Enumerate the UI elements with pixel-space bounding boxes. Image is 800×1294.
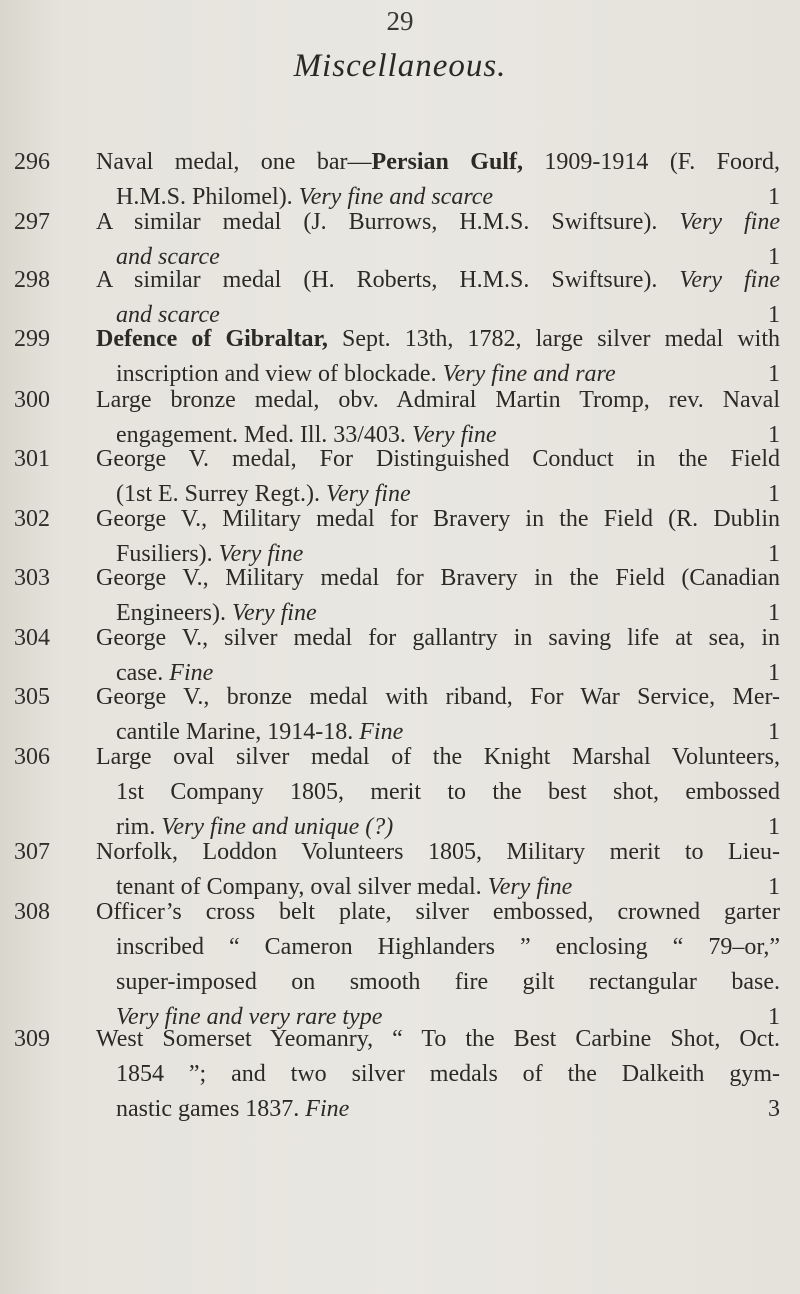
lot-quantity: 3 <box>768 1096 780 1122</box>
lot-number: 303 <box>14 565 50 591</box>
lot-description <box>96 740 780 845</box>
page-number: 29 <box>386 6 414 36</box>
description-text: rim. <box>116 814 156 840</box>
lot-quantity: 1 <box>768 184 780 210</box>
description-line: Large bronze medal, obv. Admiral Martin Tromp, rev. Naval <box>96 387 780 413</box>
lot-number: 296 <box>14 149 50 175</box>
description-line: Norfolk, Loddon Volunteers 1805, Military merit to Lieu- <box>96 839 780 865</box>
description-text: Engineers). <box>116 600 226 626</box>
lot-quantity: 1 <box>768 422 780 448</box>
lot-quantity: 1 <box>768 874 780 900</box>
description-line: Naval medal, one bar—Persian Gulf, 1909-1914 (F. Foord, <box>96 149 781 175</box>
lot-quantity: 1 <box>768 481 780 507</box>
lot-number: 305 <box>14 684 50 710</box>
condition-grade: Very fine <box>679 267 780 293</box>
lot-quantity: 1 <box>768 541 780 567</box>
description-text: engagement. Med. Ill. 33/403. <box>116 422 406 448</box>
lot-number: 299 <box>14 326 50 352</box>
description-text: H.M.S. Philomel). <box>116 184 293 210</box>
description-line: George V., Military medal for Bravery in the Field (R. Dublin <box>96 506 780 532</box>
description-text: inscription and view of blockade. <box>116 361 437 387</box>
lot-description <box>96 322 780 392</box>
lot-quantity: 1 <box>768 719 780 745</box>
description-line: George V., bronze medal with riband, For War Service, Mer- <box>96 684 780 710</box>
section-heading: Miscellaneous. <box>293 48 507 84</box>
condition-grade: Very fine <box>218 541 304 567</box>
condition-grade: Very fine <box>325 481 411 507</box>
description-text: Fusiliers). <box>116 541 213 567</box>
condition-grade: Very fine <box>411 422 497 448</box>
description-line: Defence of Gibraltar, Sept. 13th, 1782, large silver medal with <box>96 326 781 352</box>
lot-quantity: 1 <box>768 1004 780 1030</box>
condition-grade: Very fine and rare <box>442 361 616 387</box>
lot-number: 298 <box>14 267 50 293</box>
description-text: cantile Marine, 1914-18. <box>116 719 354 745</box>
description-line: inscribed “ Cameron Highlanders ” enclosing “ 79–or,” <box>116 934 780 960</box>
description-text: A similar medal (J. Burrows, H.M.S. Swiftsure). <box>96 209 658 235</box>
lot-number: 306 <box>14 744 50 770</box>
lot-quantity: 1 <box>768 600 780 626</box>
description-line: 1st Company 1805, merit to the best shot, embossed <box>116 779 780 805</box>
description-line: Large oval silver medal of the Knight Marshal Volunteers, <box>96 744 780 770</box>
lot-description <box>96 1022 780 1127</box>
condition-grade: Very fine <box>679 209 780 235</box>
condition-grade: Very fine <box>487 874 573 900</box>
description-text: nastic games 1837. <box>116 1096 300 1122</box>
bar-name: Persian Gulf, <box>371 149 523 175</box>
condition-grade: Very fine and unique (?) <box>161 814 394 840</box>
description-text: (1st E. Surrey Regt.). <box>116 481 320 507</box>
lot-quantity: 1 <box>768 361 780 387</box>
lot-number: 301 <box>14 446 50 472</box>
description-line: George V., silver medal for gallantry in saving life at sea, in <box>96 625 780 651</box>
description-line <box>96 205 780 240</box>
lot-quantity: 1 <box>768 660 780 686</box>
description-text: A similar medal (H. Roberts, H.M.S. Swiftsure). <box>96 267 658 293</box>
condition-grade: and scarce <box>116 244 220 270</box>
description-line: George V. medal, For Distinguished Conduct in the Field <box>96 446 780 472</box>
condition-grade: Very fine and very rare type <box>116 1004 383 1030</box>
lot-description <box>96 895 780 1035</box>
condition-grade: Very fine and scarce <box>298 184 494 210</box>
condition-grade: Fine <box>359 719 404 745</box>
lot-number: 300 <box>14 387 50 413</box>
description-text: tenant of Company, oval silver medal. <box>116 874 482 900</box>
lot-quantity: 1 <box>768 814 780 840</box>
description-line <box>96 263 780 298</box>
lot-number: 302 <box>14 506 50 532</box>
lot-quantity: 1 <box>768 302 780 328</box>
description-line: West Somerset Yeomanry, “ To the Best Carbine Shot, Oct. <box>96 1026 780 1052</box>
condition-grade: and scarce <box>116 302 220 328</box>
description-line: super-imposed on smooth fire gilt rectangular base. <box>116 969 780 995</box>
description-line: 1854 ”; and two silver medals of the Dalkeith gym- <box>116 1061 780 1087</box>
description-last-line <box>96 1092 780 1127</box>
lot-title: Defence of Gibraltar, <box>96 326 328 352</box>
lot-number: 297 <box>14 209 50 235</box>
lot-number: 304 <box>14 625 50 651</box>
description-line: Officer’s cross belt plate, silver embossed, crowned garter <box>96 899 780 925</box>
condition-grade: Fine <box>169 660 214 686</box>
lot-quantity: 1 <box>768 244 780 270</box>
lot-number: 307 <box>14 839 50 865</box>
description-text: case. <box>116 660 164 686</box>
condition-grade: Fine <box>305 1096 350 1122</box>
condition-grade: Very fine <box>231 600 317 626</box>
lot-number: 308 <box>14 899 50 925</box>
lot-number: 309 <box>14 1026 50 1052</box>
description-line: George V., Military medal for Bravery in the Field (Canadian <box>96 565 780 591</box>
